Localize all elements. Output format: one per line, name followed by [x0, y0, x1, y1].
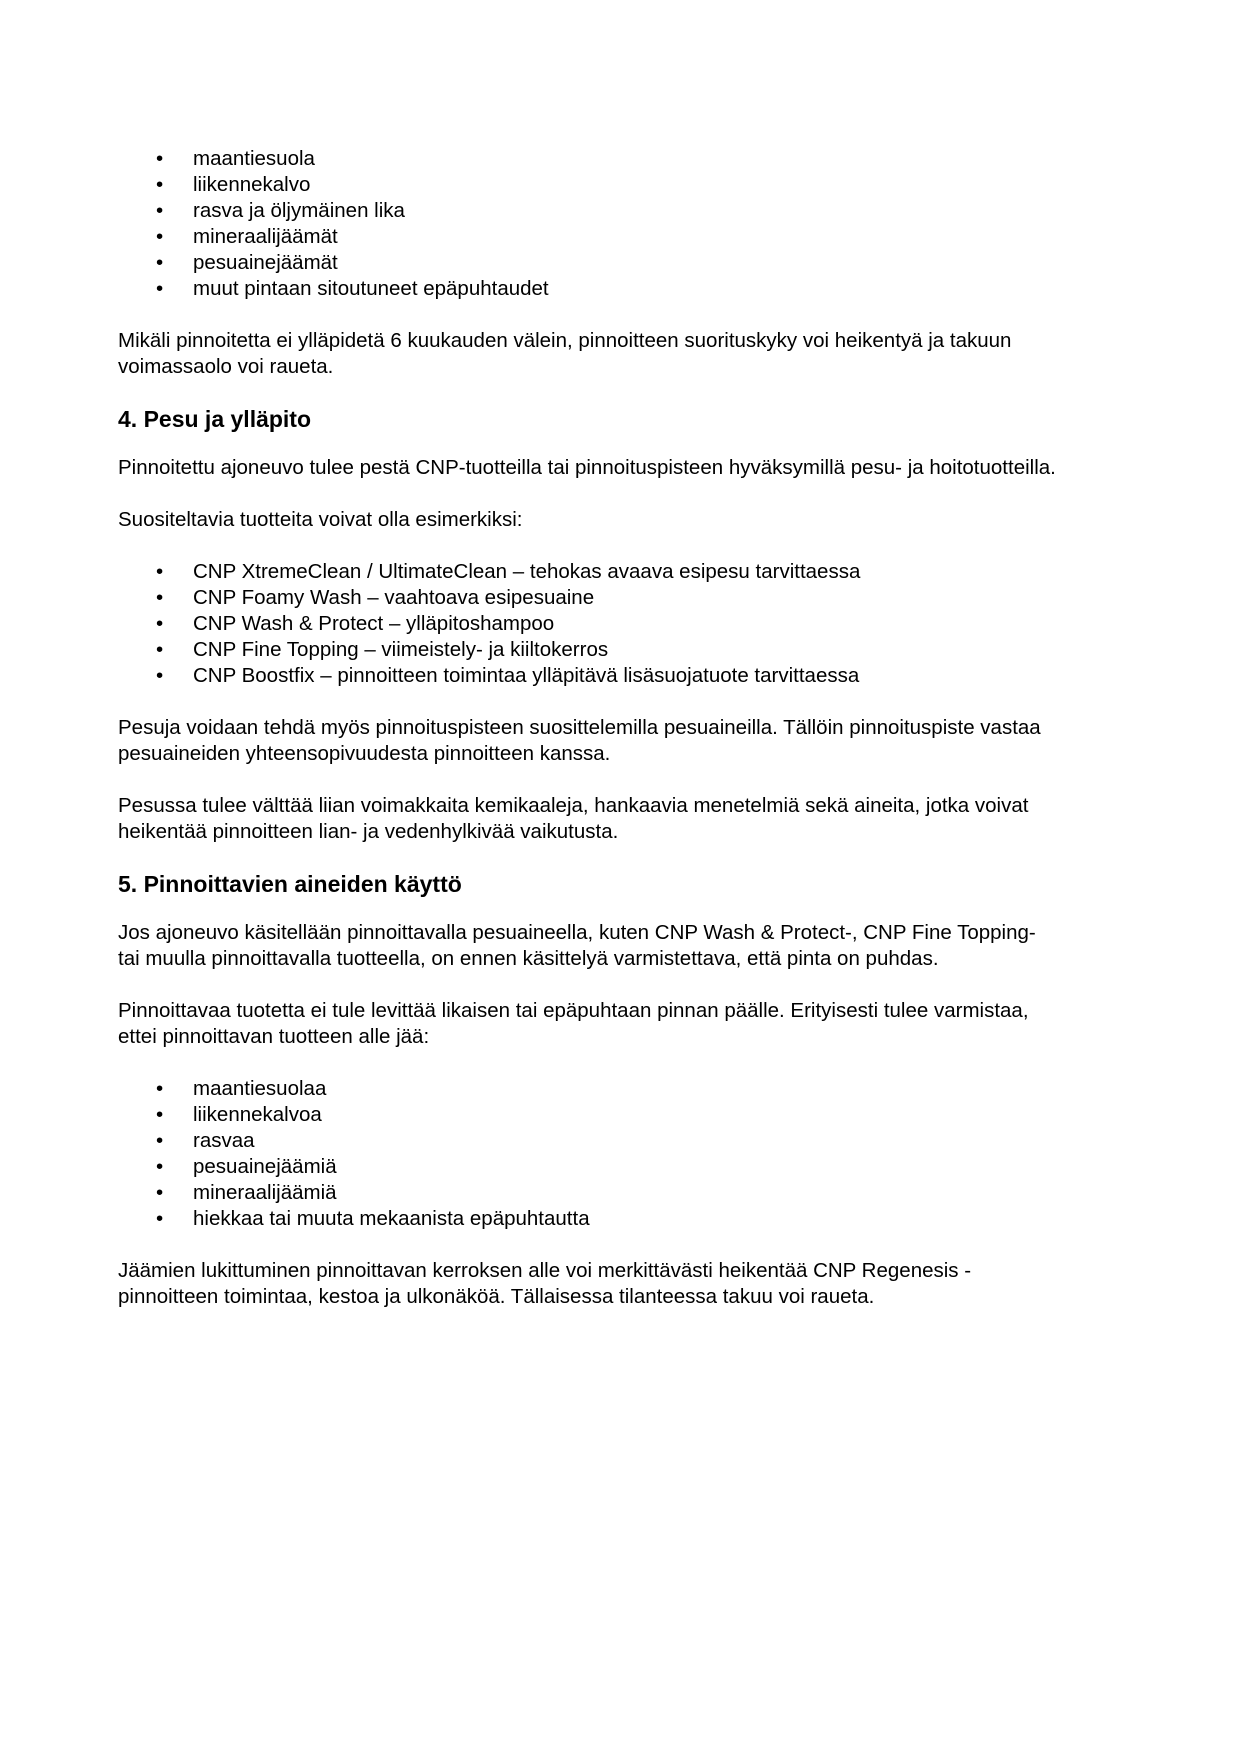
section-heading-5: 5. Pinnoittavien aineiden käyttö	[118, 871, 462, 897]
text-line: tai muulla pinnoittavalla tuotteella, on ennen käsittelyä varmistettava, että pinta on puhdas.	[118, 947, 939, 970]
text-line: pesuaineiden yhteensopivuudesta pinnoitteen kanssa.	[118, 742, 611, 765]
list-item: • rasvaa	[118, 1128, 1128, 1154]
list-item: • CNP Wash & Protect – ylläpitoshampoo	[118, 611, 1128, 637]
section-heading-4: 4. Pesu ja ylläpito	[118, 406, 312, 432]
list-item: • mineraalijäämät	[118, 224, 1128, 250]
list-item: • liikennekalvoa	[118, 1102, 1128, 1128]
list-item: • liikennekalvo	[118, 172, 1128, 198]
list-item: • rasva ja öljymäinen lika	[118, 198, 1128, 224]
text-line: heikentää pinnoitteen lian- ja vedenhylkivää vaikutusta.	[118, 820, 619, 843]
text-line: Pinnoittavaa tuotetta ei tule levittää likaisen tai epäpuhtaan pinnan päälle. Erityisesti tulee varmistaa,	[118, 999, 1029, 1022]
list-item: • CNP Boostfix – pinnoitteen toimintaa ylläpitävä lisäsuojatuote tarvittaessa	[118, 663, 1128, 689]
avoid-chemicals-paragraph	[118, 793, 1128, 845]
list-item: • CNP Foamy Wash – vaahtoava esipesuaine	[118, 585, 1128, 611]
list-item: • mineraalijäämiä	[118, 1180, 1128, 1206]
residue-warning-paragraph	[118, 1258, 1128, 1310]
list-item: • muut pintaan sitoutuneet epäpuhtaudet	[118, 276, 1128, 302]
document-content	[118, 146, 1128, 1310]
coating-agents-paragraph	[118, 920, 1128, 972]
recommended-products-list	[118, 559, 1128, 689]
washing-paragraph: Pinnoitettu ajoneuvo tulee pestä CNP-tuotteilla tai pinnoituspisteen hyväksymillä pesu- ja hoitotuotteilla.	[118, 456, 1056, 479]
list-item: • maantiesuola	[118, 146, 1128, 172]
text-line: voimassaolo voi raueta.	[118, 355, 334, 378]
list-item: • CNP Fine Topping – viimeistely- ja kiiltokerros	[118, 637, 1128, 663]
text-line: Jäämien lukittuminen pinnoittavan kerroksen alle voi merkittävästi heikentää CNP Regenesis -	[118, 1259, 972, 1282]
text-line: ettei pinnoittavan tuotteen alle jää:	[118, 1025, 430, 1048]
list-item: • CNP XtremeClean / UltimateClean – tehokas avaava esipesu tarvittaessa	[118, 559, 1128, 585]
text-line: pinnoitteen toimintaa, kestoa ja ulkonäköä. Tällaisessa tilanteessa takuu voi raueta.	[118, 1285, 875, 1308]
text-line: Pesussa tulee välttää liian voimakkaita kemikaaleja, hankaavia menetelmiä sekä aineita, jotka voivat	[118, 794, 1029, 817]
list-item: • maantiesuolaa	[118, 1076, 1128, 1102]
list-item: • pesuainejäämät	[118, 250, 1128, 276]
contaminant-list	[118, 146, 1128, 302]
text-line: Pesuja voidaan tehdä myös pinnoituspisteen suosittelemilla pesuaineilla. Tällöin pinnoituspiste vastaa	[118, 716, 1041, 739]
clean-surface-paragraph	[118, 998, 1128, 1050]
maintenance-warning-paragraph	[118, 328, 1128, 380]
text-line: Mikäli pinnoitetta ei ylläpidetä 6 kuukauden välein, pinnoitteen suorituskyky voi heikentyä ja takuun	[118, 329, 1012, 352]
washing-agents-paragraph	[118, 715, 1128, 767]
residue-list	[118, 1076, 1128, 1232]
recommended-products-intro: Suositeltavia tuotteita voivat olla esimerkiksi:	[118, 508, 523, 531]
list-item: • pesuainejäämiä	[118, 1154, 1128, 1180]
text-line: Jos ajoneuvo käsitellään pinnoittavalla pesuaineella, kuten CNP Wash & Protect-, CNP Fine Topping-	[118, 921, 1036, 944]
list-item: • hiekkaa tai muuta mekaanista epäpuhtautta	[118, 1206, 1128, 1232]
